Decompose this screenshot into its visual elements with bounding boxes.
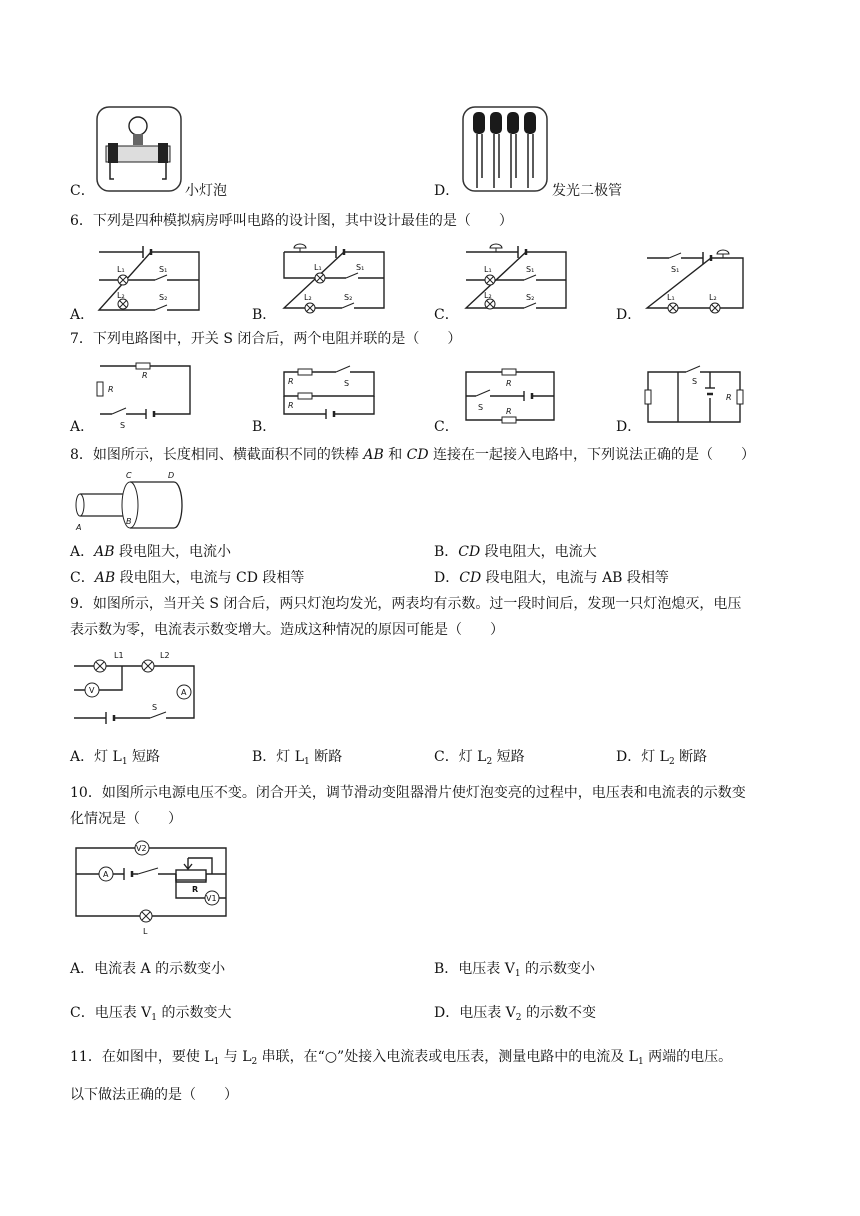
- svg-text:R: R: [506, 379, 512, 388]
- q9-option-a: A．灯 $L_1$ 短路: [70, 749, 161, 767]
- svg-text:A: A: [76, 523, 82, 532]
- svg-text:L₁: L₁: [314, 263, 322, 272]
- svg-text:L2: L2: [160, 651, 170, 660]
- svg-text:V: V: [89, 686, 95, 695]
- q6-option-b-label: B．: [252, 307, 277, 323]
- svg-text:S: S: [120, 421, 126, 430]
- svg-text:S₁: S₁: [526, 265, 535, 274]
- svg-text:A: A: [181, 688, 187, 697]
- q6-circuit-d: [643, 242, 749, 316]
- svg-text:S₂: S₂: [344, 293, 353, 302]
- q9-option-c: C．灯 $L_2$ 短路: [434, 749, 525, 767]
- svg-text:S: S: [692, 377, 698, 386]
- q7-option-d-label: D．: [616, 419, 642, 435]
- small-bulb-image: [96, 106, 182, 192]
- q10-option-c: C．电压表 $V_1$ 的示数变大: [70, 1005, 232, 1023]
- svg-text:R: R: [108, 385, 114, 394]
- svg-text:R: R: [288, 377, 294, 386]
- q8-option-a: A．AB 段电阻大，电流小: [70, 544, 231, 560]
- svg-text:R: R: [506, 407, 512, 416]
- q5-option-c-caption: 小灯泡: [185, 183, 227, 199]
- q8-option-b: B．CD 段电阻大，电流大: [434, 544, 597, 560]
- q7-circuit-d: [644, 364, 744, 426]
- q10-option-d: D．电压表 $V_2$ 的示数不变: [434, 1005, 596, 1023]
- q7-option-b-label: B．: [252, 419, 277, 435]
- svg-text:L1: L1: [114, 651, 124, 660]
- q6-option-d-label: D．: [616, 307, 642, 323]
- q6-circuit-b: [280, 238, 390, 312]
- q9-circuit-figure: [72, 648, 198, 724]
- q5-option-d-label: D．: [434, 183, 460, 199]
- q7-option-c-label: C．: [434, 419, 459, 435]
- q9-option-b: B．灯 $L_1$ 断路: [252, 749, 343, 767]
- svg-text:C: C: [126, 471, 132, 480]
- l1-label: L₁: [117, 265, 125, 274]
- question-9-stem-line-2: 表示数为零，电流表示数变增大。造成这种情况的原因可能是（ ）: [70, 622, 504, 638]
- question-8-stem: 8．如图所示，长度相同、横截面积不同的铁棒 AB 和 CD 连接在一起接入电路中，下列说法正确的是（ ）: [70, 447, 756, 463]
- q8-option-c: C．AB 段电阻大，电流与 CD 段相等: [70, 570, 305, 586]
- q7-circuit-b: [280, 364, 380, 424]
- svg-text:S: S: [344, 379, 350, 388]
- svg-text:V1: V1: [206, 894, 217, 903]
- q10-circuit-figure: [72, 838, 232, 942]
- q6-option-a-label: A．: [70, 307, 95, 323]
- svg-text:S₁: S₁: [671, 265, 680, 274]
- svg-text:L: L: [143, 927, 148, 936]
- svg-text:B: B: [126, 517, 132, 526]
- q8-iron-rods-figure: [74, 472, 186, 534]
- question-10-stem-line-1: 10．如图所示电源电压不变。闭合开关，调节滑动变阻器滑片使灯泡变亮的过程中，电压表和电流表的示数变: [70, 785, 746, 801]
- svg-text:V2: V2: [136, 844, 147, 853]
- s2-label: S₂: [159, 293, 168, 302]
- svg-text:L₂: L₂: [709, 293, 717, 302]
- svg-text:L₁: L₁: [484, 265, 492, 274]
- svg-text:A: A: [103, 870, 109, 879]
- svg-text:L₂: L₂: [304, 293, 312, 302]
- q7-option-a-label: A．: [70, 419, 95, 435]
- q8-option-d: D．CD 段电阻大，电流与 AB 段相等: [434, 570, 669, 586]
- q10-option-b: B．电压表 $V_1$ 的示数变小: [434, 961, 596, 979]
- q6-circuit-a: [95, 246, 205, 316]
- q10-option-a: A．电流表 A 的示数变小: [70, 961, 226, 977]
- svg-text:R: R: [192, 885, 199, 894]
- svg-text:S: S: [152, 703, 158, 712]
- question-11-stem-line-2: 以下做法正确的是（ ）: [70, 1087, 238, 1103]
- q6-option-c-label: C．: [434, 307, 459, 323]
- svg-text:R: R: [726, 393, 732, 402]
- question-6-stem: 6．下列是四种模拟病房呼叫电路的设计图，其中设计最佳的是（ ）: [70, 213, 513, 229]
- question-10-stem-line-2: 化情况是（ ）: [70, 811, 182, 827]
- q5-option-d-caption: 发光二极管: [552, 183, 622, 199]
- svg-text:S₂: S₂: [526, 293, 535, 302]
- q7-circuit-a: [96, 362, 196, 430]
- question-9-stem-line-1: 9．如图所示，当开关 S 闭合后，两只灯泡均发光，两表均有示数。过一段时间后，发现一只灯泡熄灭，电压: [70, 596, 742, 612]
- l2-label: L₂: [117, 291, 125, 300]
- svg-text:D: D: [168, 471, 175, 480]
- svg-text:L₁: L₁: [667, 293, 675, 302]
- svg-text:S₁: S₁: [356, 263, 365, 272]
- q5-option-c-label: C．: [70, 183, 95, 199]
- q7-circuit-c: [462, 364, 558, 426]
- svg-text:S: S: [478, 403, 484, 412]
- s1-label: S₁: [159, 265, 168, 274]
- svg-text:R: R: [142, 371, 148, 380]
- question-11-stem-line-1: 11．在如图中，要使 $L_1$ 与 $L_2$ 串联，在“○”处接入电流表或电压表，测量电路中的电流及 $L_1$ 两端的电压。: [70, 1049, 733, 1067]
- led-image: [462, 106, 548, 192]
- q6-circuit-c: [462, 238, 572, 312]
- q9-option-d: D．灯 $L_2$ 断路: [616, 749, 708, 767]
- question-7-stem: 7．下列电路图中，开关 S 闭合后，两个电阻并联的是（ ）: [70, 331, 462, 347]
- svg-text:R: R: [288, 401, 294, 410]
- svg-text:L₂: L₂: [484, 291, 492, 300]
